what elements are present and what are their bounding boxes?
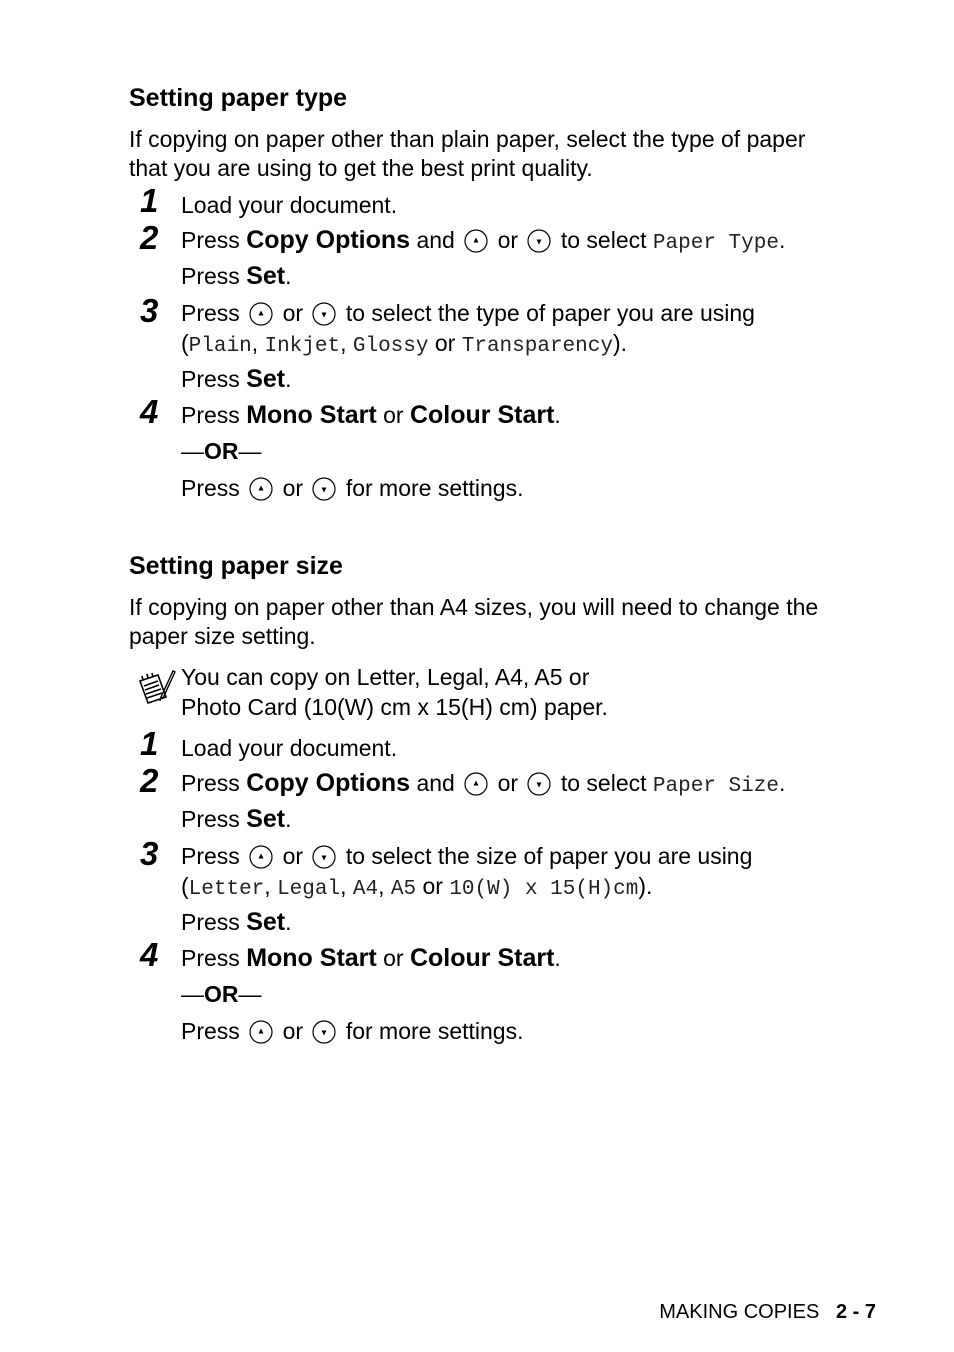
step-text: or: [282, 475, 304, 501]
step-line: [181, 262, 291, 291]
punctuation: .: [285, 366, 292, 392]
step-number: 3: [140, 292, 159, 329]
punctuation: ).: [638, 873, 653, 899]
section-title-paper-type: Setting paper type: [129, 84, 348, 112]
punctuation: .: [554, 945, 561, 971]
step-line: [181, 1018, 524, 1045]
down-arrow-button-icon: [312, 302, 336, 326]
up-arrow-button-icon: [464, 772, 488, 796]
step-text: Load your document.: [181, 735, 398, 761]
or-label: OR: [204, 981, 239, 1007]
step-text: and: [416, 770, 455, 796]
or-divider: —OR—: [181, 981, 262, 1007]
lcd-option: 10(W) x 15(H)cm: [449, 878, 639, 901]
section-intro-line-1: If copying on paper other than A4 sizes, you will need to change the: [129, 594, 819, 620]
note-line-1: You can copy on Letter, Legal, A4, A5 or: [181, 664, 590, 690]
step-text: for more settings.: [345, 1018, 524, 1044]
mono-start-key: Mono Start: [246, 401, 377, 429]
mono-start-key: Mono Start: [246, 944, 377, 972]
step-text: for more settings.: [345, 475, 524, 501]
step-text: to select: [560, 227, 647, 253]
punctuation: (: [181, 873, 189, 899]
step-line: [181, 805, 291, 834]
punctuation: .: [285, 806, 292, 832]
colour-start-key: Colour Start: [409, 944, 555, 972]
punctuation: .: [778, 770, 786, 796]
step-text: Press: [181, 909, 240, 935]
step-number: 1: [140, 182, 159, 219]
section-intro-line-2: that you are using to get the best print quality.: [129, 155, 593, 181]
lcd-option: Glossy: [352, 335, 429, 358]
punctuation: .: [554, 402, 561, 428]
step-text: Press: [181, 945, 240, 971]
step-text: or: [383, 945, 404, 971]
step-text: or: [383, 402, 404, 428]
punctuation: (: [181, 330, 189, 356]
step-line: [181, 769, 785, 798]
lcd-option: Legal: [277, 878, 341, 901]
step-line: [181, 226, 785, 255]
copy-options-key: Copy Options: [246, 769, 411, 797]
lcd-option: Inkjet: [264, 335, 341, 358]
step-text: Press: [181, 475, 240, 501]
note-line-2: Photo Card (10(W) cm x 15(H) cm) paper.: [181, 694, 608, 720]
step-text: or: [497, 227, 519, 253]
lcd-menu-text: Paper Size: [652, 775, 779, 798]
step-text: Press: [181, 263, 240, 289]
up-arrow-button-icon: [249, 845, 273, 869]
copy-options-key: Copy Options: [246, 226, 411, 254]
or-label: OR: [204, 438, 239, 464]
down-arrow-button-icon: [312, 845, 336, 869]
up-arrow-button-icon: [249, 477, 273, 501]
chapter-name: MAKING COPIES: [659, 1301, 820, 1323]
step-text: or: [282, 1018, 304, 1044]
set-key: Set: [246, 805, 286, 833]
down-arrow-button-icon: [312, 477, 336, 501]
step-text: to select the type of paper you are using: [345, 300, 755, 326]
step-text: Press: [181, 227, 240, 253]
down-arrow-button-icon: [527, 772, 551, 796]
step-text: Press: [181, 843, 240, 869]
step-line: [181, 908, 291, 937]
note-pad-icon: [134, 667, 176, 713]
step-text: Press: [181, 806, 240, 832]
step-line: (Plain, Inkjet, Glossy or Transparency).: [181, 330, 628, 358]
step-number: 4: [140, 936, 159, 973]
punctuation: .: [778, 227, 786, 253]
section-intro-line-2: paper size setting.: [129, 623, 316, 649]
page-footer: [659, 1301, 876, 1324]
punctuation: .: [285, 263, 292, 289]
down-arrow-button-icon: [312, 1020, 336, 1044]
step-line: [181, 300, 755, 327]
step-text: to select the size of paper you are using: [345, 843, 753, 869]
step-line: [181, 365, 291, 394]
step-text: Load your document.: [181, 192, 398, 218]
step-number: 2: [140, 762, 159, 799]
step-text: Press: [181, 770, 240, 796]
lcd-option: Plain: [188, 335, 252, 358]
up-arrow-button-icon: [249, 1020, 273, 1044]
step-text: or: [497, 770, 519, 796]
step-text: or: [282, 843, 304, 869]
step-number: 3: [140, 835, 159, 872]
or-divider: —OR—: [181, 438, 262, 464]
lcd-option: Letter: [188, 878, 265, 901]
step-line: [181, 843, 752, 870]
step-line: [181, 944, 561, 973]
step-line: [181, 475, 524, 502]
step-line: [181, 401, 561, 430]
section-title-paper-size: Setting paper size: [129, 552, 343, 580]
punctuation: ).: [612, 330, 628, 356]
lcd-option: Transparency: [461, 335, 613, 358]
colour-start-key: Colour Start: [409, 401, 555, 429]
lcd-option: A4: [352, 878, 379, 901]
step-text: or: [434, 330, 456, 356]
page-number: 2 - 7: [835, 1301, 876, 1323]
step-number: 4: [140, 393, 159, 430]
lcd-menu-text: Paper Type: [652, 232, 779, 255]
section-intro-line-1: If copying on paper other than plain paper, select the type of paper: [129, 126, 806, 152]
set-key: Set: [246, 365, 286, 393]
step-number: 1: [140, 725, 159, 762]
step-text: Press: [181, 1018, 240, 1044]
step-text: Press: [181, 402, 240, 428]
step-text: Press: [181, 300, 240, 326]
step-line: (Letter, Legal, A4, A5 or 10(W) x 15(H)cm).: [181, 873, 653, 901]
lcd-option: A5: [390, 878, 417, 901]
set-key: Set: [246, 262, 286, 290]
up-arrow-button-icon: [464, 229, 488, 253]
up-arrow-button-icon: [249, 302, 273, 326]
step-text: or: [422, 873, 443, 899]
step-text: or: [282, 300, 304, 326]
down-arrow-button-icon: [527, 229, 551, 253]
set-key: Set: [246, 908, 286, 936]
step-text: Press: [181, 366, 240, 392]
punctuation: .: [285, 909, 292, 935]
step-number: 2: [140, 219, 159, 256]
step-text: and: [416, 227, 455, 253]
step-text: to select: [560, 770, 647, 796]
